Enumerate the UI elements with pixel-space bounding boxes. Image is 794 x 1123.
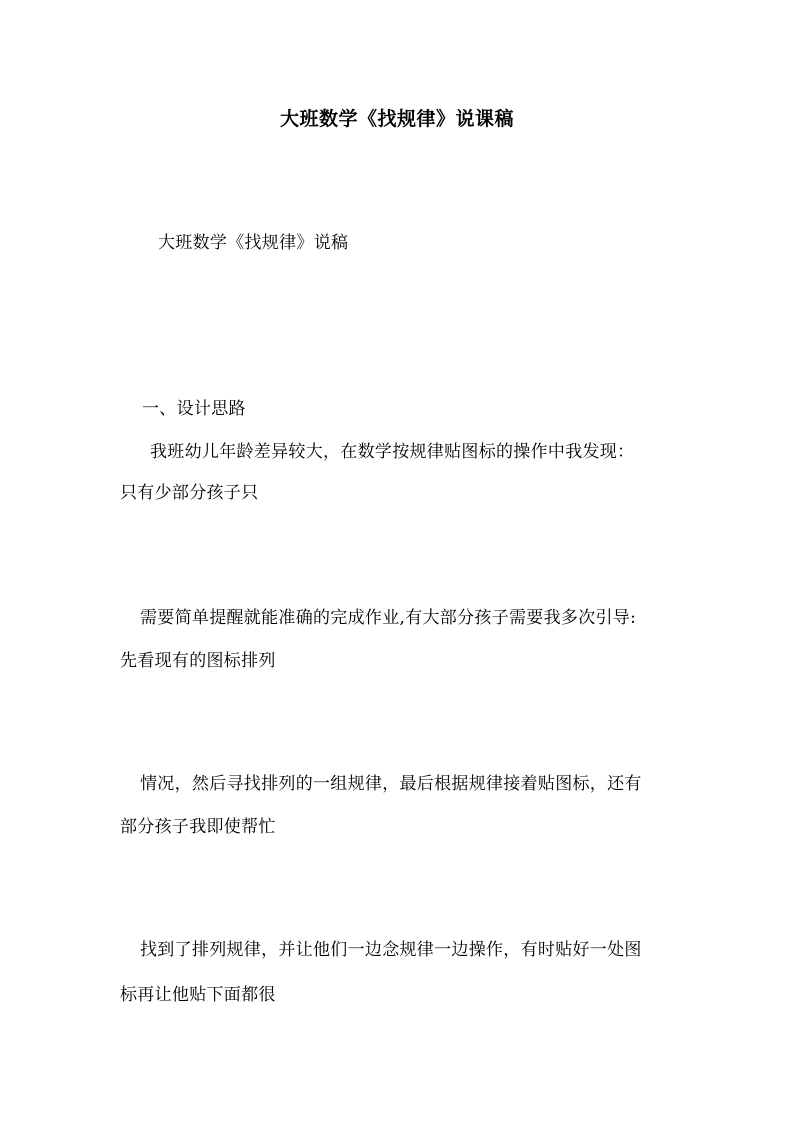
section-heading: 一、设计思路 <box>142 399 246 419</box>
document-subtitle: 大班数学《找规律》说稿 <box>158 233 349 253</box>
paragraph-3-line-2: 部分孩子我即使帮忙 <box>120 817 276 837</box>
paragraph-1-line-2: 只有少部分孩子只 <box>120 483 259 503</box>
paragraph-2-line-1: 需要简单提醒就能准确的完成作业,有大部分孩子需要我多次引导: <box>140 608 637 628</box>
paragraph-2-line-2: 先看现有的图标排列 <box>120 651 276 671</box>
paragraph-4-line-2: 标再让他贴下面都很 <box>120 985 276 1005</box>
paragraph-4-line-1: 找到了排列规律，并让他们一边念规律一边操作，有时贴好一处图 <box>140 940 642 960</box>
paragraph-1-line-1: 我班幼儿年龄差异较大，在数学按规律贴图标的操作中我发现： <box>150 442 635 462</box>
paragraph-3-line-1: 情况，然后寻找排列的一组规律，最后根据规律接着贴图标，还有 <box>140 774 642 794</box>
document-title: 大班数学《找规律》说课稿 <box>279 108 514 130</box>
